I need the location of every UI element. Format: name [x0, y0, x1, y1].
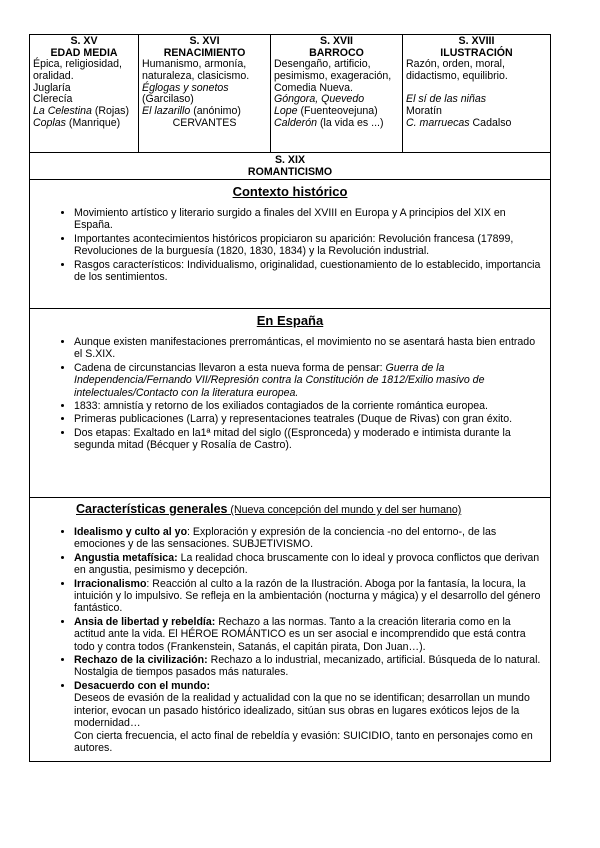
list-item: [74, 654, 544, 679]
caracteristicas-list: [36, 526, 544, 754]
caracteristicas-section: [29, 498, 551, 762]
work-author: (Rojas): [91, 105, 129, 118]
era-century: S. XV: [70, 35, 98, 47]
item-extra-line: Con cierta frecuencia, el acto final de rebeldía y evasión: SUICIDIO, tanto en personajes como en autores.: [74, 729, 533, 754]
item-italic-text: Guerra de la Independencia/Fernando VII/Represión contra la Constitución de 1812/Exilio masivo de intelectuales/Contacto con la literatura europea.: [74, 361, 485, 399]
era-line: Clerecía: [33, 93, 73, 106]
era-cell-edad-media: [30, 35, 139, 153]
era-century: S. XVIII: [458, 35, 495, 47]
work-title: El lazarillo: [142, 105, 191, 118]
item-text: Cadena de circunstancias llevaron a esta nueva forma de pensar:: [74, 361, 386, 374]
work-title: C. marruecas: [406, 116, 470, 129]
item-text: : Exploración y expresión de la conciencia -no del entorno-, de las emociones y de las sensaciones. SUBJETIVISMO.: [74, 526, 497, 551]
era-line: (Garcilaso): [142, 93, 194, 106]
item-text: : Reacción al culto a la razón de la Ilustración. Aboga por la fantasía, la locura, la intuición y lo impulsivo. Se refleja en la ambientación (nocturna y mágica) y el desarrollo del género fantástico.: [74, 577, 541, 615]
item-lead: Angustia metafísica:: [74, 551, 178, 564]
section-title-text: Características generales: [76, 502, 228, 516]
romanticism-header: [30, 153, 551, 180]
era-line: Góngora, Quevedo: [274, 93, 365, 106]
era-body: [274, 59, 399, 130]
era-body: [33, 59, 135, 130]
item-lead: Idealismo y culto al yo: [74, 526, 188, 538]
item-text: La realidad choca bruscamente con lo ideal y provoca conflictos que derivan en angustia, pesimismo y decepción.: [74, 551, 540, 577]
era-century: S. XVI: [189, 35, 220, 47]
item-lead: Desacuerdo con el mundo:: [74, 679, 210, 692]
work-author: (Fuenteovejuna): [297, 105, 378, 118]
item-text: Rechazo a lo industrial, mecanizado, artificial. Búsqueda de lo natural. Nostalgia de tiempos pasados más naturales.: [74, 654, 541, 679]
eras-row: [30, 35, 551, 153]
era-line: [33, 118, 135, 130]
eras-table: [29, 34, 551, 180]
work-author: (anónimo): [190, 105, 241, 118]
work-title: Calderón: [274, 116, 317, 129]
era-cell-barroco: [271, 35, 403, 153]
contexto-list: [36, 207, 544, 283]
list-item: [74, 680, 544, 754]
section-title: Contexto histórico: [232, 184, 348, 199]
espana-section: [29, 309, 551, 498]
document-page: [29, 34, 551, 762]
list-item: • 1833: amnistía y retorno de los exiliados contagiados de la corriente romántica europea.: [74, 400, 544, 412]
era-cell-renacimiento: [139, 35, 271, 153]
section-title: [76, 502, 544, 518]
era-body: [142, 59, 267, 130]
list-item: • Rasgos característicos: Individualismo, originalidad, cuestionamiento de lo establecido, importancia de los sentimientos.: [74, 259, 544, 284]
section-note: (Nueva concepción del mundo y del ser humano): [227, 504, 462, 516]
era-body: [406, 59, 547, 130]
item-lead: Irracionalismo: [74, 577, 147, 590]
list-item: [74, 578, 544, 615]
section-title: En España: [256, 313, 324, 328]
era-line: Razón, orden, moral, didactismo, equilibrio.: [406, 58, 508, 82]
espana-list: [36, 336, 544, 452]
list-item: [74, 526, 544, 551]
era-line: CERVANTES: [172, 116, 237, 129]
work-author: Cadalso: [469, 116, 512, 129]
era-line: Humanismo, armonía, naturaleza, clasicismo.: [142, 58, 250, 82]
item-lead: Ansia de libertad y rebeldía:: [74, 615, 216, 628]
era-line: [406, 118, 547, 130]
era-line: Épica, religiosidad, oralidad.: [33, 58, 122, 82]
contexto-section: [29, 180, 551, 309]
era-line: [274, 118, 399, 130]
list-item: [74, 362, 544, 399]
era-name: ILUSTRACIÓN: [440, 46, 513, 59]
romanticism-name: ROMANTICISMO: [247, 166, 333, 178]
work-title: Lope: [274, 105, 298, 118]
work-author: (la vida es ...): [317, 116, 384, 129]
era-line: Desengaño, artificio, pesimismo, exageración, Comedia Nueva.: [274, 58, 392, 94]
era-line: El sí de las niñas: [406, 93, 487, 106]
era-line: Juglaría: [33, 81, 71, 94]
era-line: Églogas y sonetos: [142, 81, 229, 94]
list-item: • Importantes acontecimientos históricos propiciaron su aparición: Revolución francesa (17899, Revoluciones de la burguesía (1820, 1830, 1834) y la Revolución industrial.: [74, 233, 544, 258]
work-title: Coplas: [33, 116, 66, 129]
romanticism-century: S. XIX: [274, 154, 306, 166]
work-title: La Celestina: [33, 105, 92, 118]
work-author: (Manrique): [65, 116, 121, 129]
item-extra-line: Deseos de evasión de la realidad y actualidad con la que no se identifican; desarrollan un mundo interior, evocan un pasado histórico idealizado, sitúan sus obras en lugares exóticos lejos de la modernidad…: [74, 692, 530, 730]
list-item: [74, 616, 544, 653]
era-century: S. XVII: [320, 35, 353, 47]
list-item: • Dos etapas: Exaltado en la1ª mitad del siglo ((Espronceda) y moderado e intimista durante la segunda mitad (Bécquer y Rosalía de Castro).: [74, 427, 544, 452]
era-line: Moratín: [406, 105, 442, 118]
item-text: Rechazo a las normas. Tanto a la creación literaria como en la actitud ante la vida. El HÉROE ROMÁNTICO es un ser asocial e incomprendido que está contra todo y contra todos (Frankenstein, Satanás, el capitán pirata, Don Juan…).: [74, 615, 526, 653]
list-item: • Primeras publicaciones (Larra) y representaciones teatrales (Duque de Rivas) con gran éxito.: [74, 413, 544, 425]
list-item: • Aunque existen manifestaciones prerrománticas, el movimiento no se asentará hasta bien entrado el S.XIX.: [74, 336, 544, 361]
era-name: RENACIMIENTO: [163, 46, 246, 59]
list-item: [74, 552, 544, 577]
romanticism-row: [30, 153, 551, 180]
era-cell-ilustracion: [403, 35, 551, 153]
era-name: BARROCO: [309, 46, 364, 59]
list-item: • Movimiento artístico y literario surgido a finales del XVIII en Europa y A principios del XIX en España.: [74, 207, 544, 232]
item-lead: Rechazo de la civilización:: [74, 654, 208, 667]
era-name: EDAD MEDIA: [50, 46, 118, 59]
